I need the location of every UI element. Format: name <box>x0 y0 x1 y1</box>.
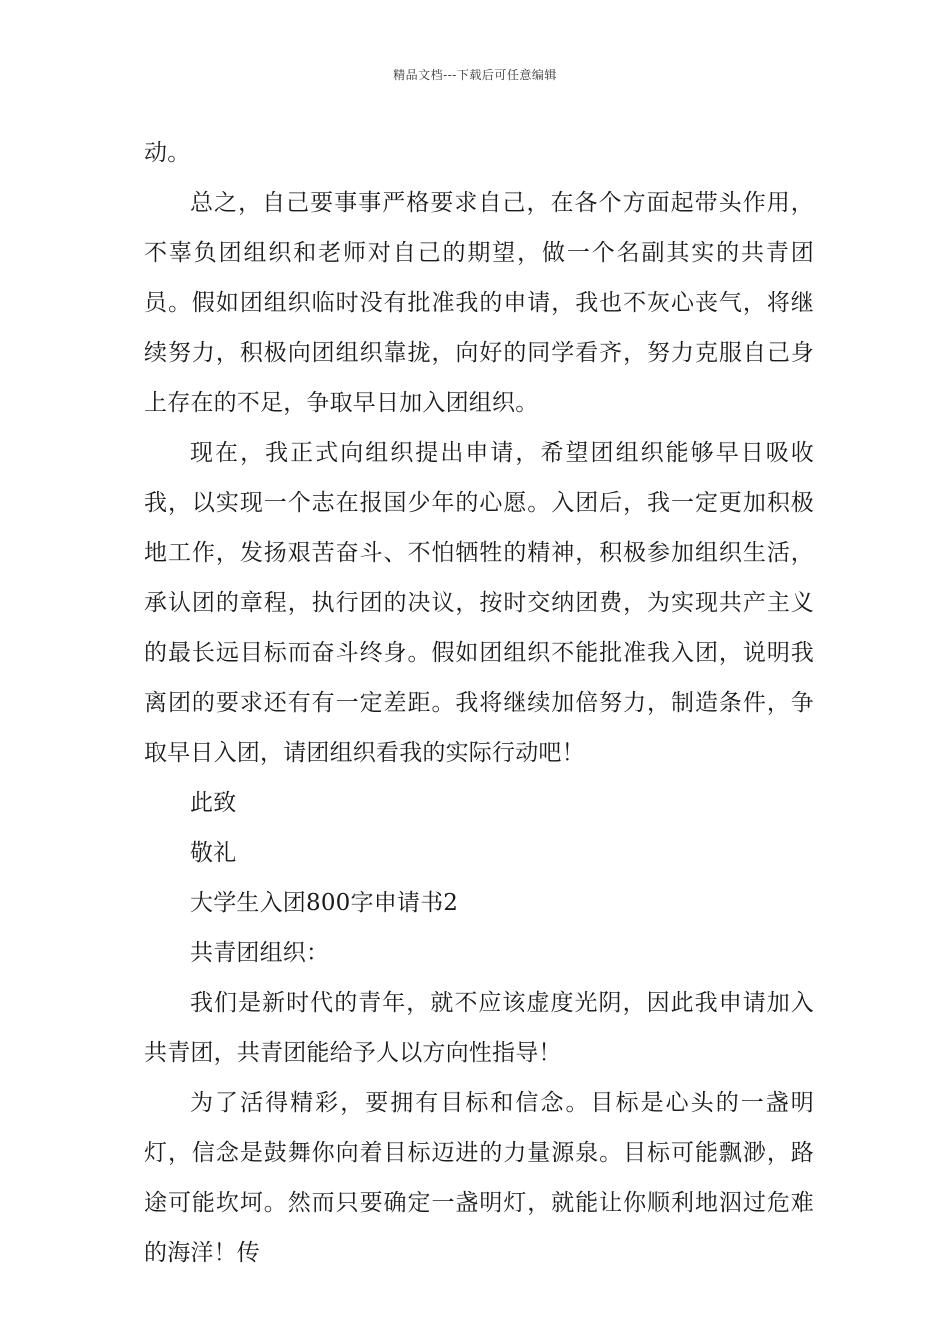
paragraph-goals: 为了活得精彩，要拥有目标和信念。目标是心头的一盏明灯，信念是鼓舞你向着目标迈进的力量源泉。目标可能飘渺，路途可能坎坷。然而只要确定一盏明灯，就能让你顺利地泅过危难的海洋！传 <box>144 1090 814 1266</box>
paragraph-summary: 总之，自己要事事严格要求自己，在各个方面起带头作用，不辜负团组织和老师对自己的期望，做一个名副其实的共青团员。假如团组织临时没有批准我的申请，我也不灰心丧气，将继续努力，积极向团组织靠拢，向好的同学看齐，努力克服自己身上存在的不足，争取早日加入团组织。 <box>144 190 814 416</box>
closing-salutation: 此致 <box>190 790 237 816</box>
page-header: 精品文档---下载后可任意编辑 <box>393 68 557 82</box>
paragraph-continuation: 动。 <box>144 140 191 166</box>
paragraph-intro: 我们是新时代的青年，就不应该虚度光阴，因此我申请加入共青团，共青团能给予人以方向性指导！ <box>144 990 814 1066</box>
paragraph-application: 现在，我正式向组织提出申请，希望团组织能够早日吸收我，以实现一个志在报国少年的心愿。入团后，我一定更加积极地工作，发扬艰苦奋斗、不怕牺牲的精神，积极参加组织生活，承认团的章程，执行团的决议，按时交纳团费，为实现共产主义的最长远目标而奋斗终身。假如团组织不能批准我入团，说明我离团的要求还有有一定差距。我将继续加倍努力，制造条件，争取早日入团，请团组织看我的实际行动吧！ <box>144 440 814 766</box>
document-body <box>144 128 814 1278</box>
section-title: 大学生入团800字申请书2 <box>190 890 459 916</box>
letter-addressee: 共青团组织： <box>190 940 330 966</box>
closing-regards: 敬礼 <box>190 840 237 866</box>
